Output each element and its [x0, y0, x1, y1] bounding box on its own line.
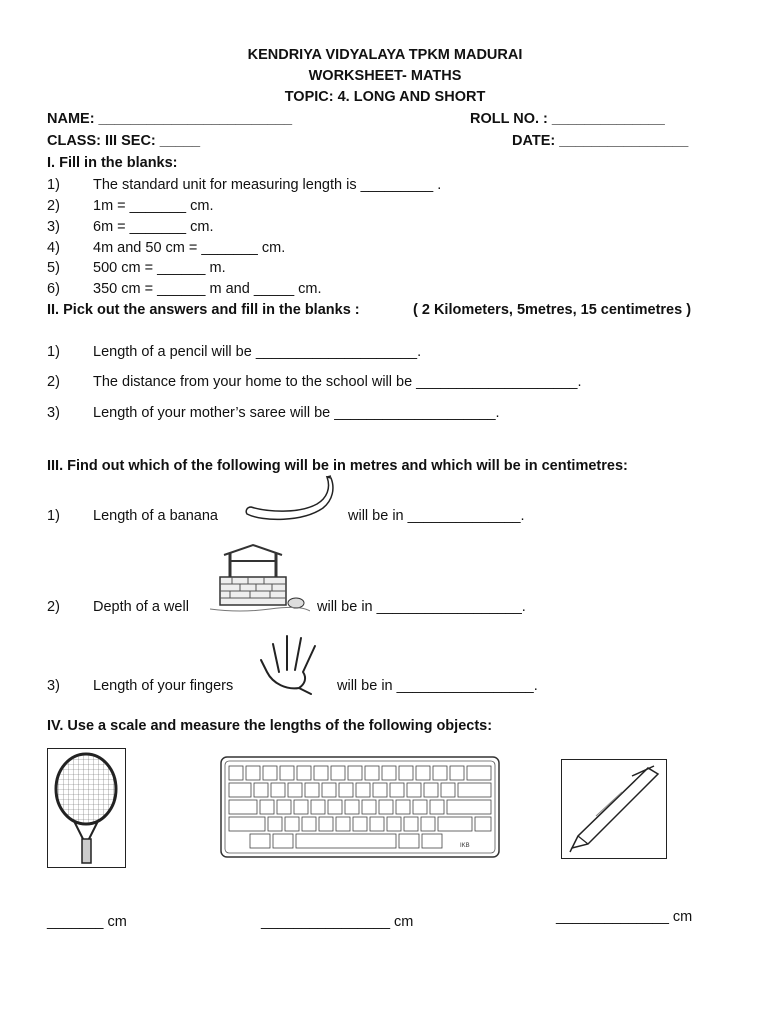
q1-1-text[interactable]: The standard unit for measuring length is _________ . — [93, 177, 442, 193]
q3-3-number: 3) — [47, 678, 60, 694]
pen-answer[interactable]: ______________ cm — [556, 909, 693, 925]
q3-1-answer[interactable]: will be in ______________. — [348, 508, 525, 524]
q2-1-text[interactable]: Length of a pencil will be ____________________. — [93, 344, 422, 360]
q2-3-number: 3) — [47, 405, 60, 421]
section-4-title: IV. Use a scale and measure the lengths of the following objects: — [47, 718, 493, 734]
q3-3-text: Length of your fingers — [93, 678, 234, 694]
q1-4-text[interactable]: 4m and 50 cm = _______ cm. — [93, 240, 286, 256]
q1-2-number: 2) — [47, 198, 60, 214]
q3-2-number: 2) — [47, 599, 60, 615]
keyboard-brand-logo: IKB — [460, 843, 470, 849]
q2-2-text[interactable]: The distance from your home to the school will be ____________________. — [93, 374, 582, 390]
q1-3-text[interactable]: 6m = _______ cm. — [93, 219, 214, 235]
roll-number-field[interactable]: ROLL NO. : ______________ — [470, 111, 665, 127]
worksheet-title: WORKSHEET- MATHS — [308, 68, 462, 84]
q1-6-number: 6) — [47, 281, 60, 297]
q3-3-answer[interactable]: will be in _________________. — [337, 678, 538, 694]
keyboard-answer[interactable]: ________________ cm — [261, 914, 414, 930]
q3-2-answer[interactable]: will be in __________________. — [317, 599, 526, 615]
section-3-title: III. Find out which of the following will be in metres and which will be in centimetres: — [47, 458, 628, 474]
banana-icon — [243, 474, 339, 524]
q1-5-number: 5) — [47, 260, 60, 276]
q1-2-text[interactable]: 1m = _______ cm. — [93, 198, 214, 214]
hand-icon — [259, 632, 325, 696]
q3-1-text: Length of a banana — [93, 508, 218, 524]
class-field[interactable]: CLASS: III SEC: _____ — [47, 133, 201, 149]
q2-3-text[interactable]: Length of your mother’s saree will be ____________________. — [93, 405, 500, 421]
name-field[interactable]: NAME: ________________________ — [47, 111, 293, 127]
q2-2-number: 2) — [47, 374, 60, 390]
q1-6-text[interactable]: 350 cm = ______ m and _____ cm. — [93, 281, 322, 297]
pen-frame — [561, 759, 667, 859]
date-field[interactable]: DATE: ________________ — [512, 133, 689, 149]
section-1-title: I. Fill in the blanks: — [47, 155, 178, 171]
section-2-title: II. Pick out the answers and fill in the blanks : — [47, 302, 360, 318]
q2-1-number: 1) — [47, 344, 60, 360]
topic-title: TOPIC: 4. LONG AND SHORT — [284, 89, 486, 105]
section-2-options: ( 2 Kilometers, 5metres, 15 centimetres ) — [413, 302, 692, 318]
well-icon — [210, 543, 310, 615]
keyboard-icon — [220, 756, 500, 858]
q1-1-number: 1) — [47, 177, 60, 193]
q1-4-number: 4) — [47, 240, 60, 256]
school-name: KENDRIYA VIDYALAYA TPKM MADURAI — [247, 47, 523, 63]
racket-answer[interactable]: _______ cm — [47, 914, 127, 930]
q1-3-number: 3) — [47, 219, 60, 235]
pen-icon — [562, 760, 666, 858]
q3-2-text: Depth of a well — [93, 599, 189, 615]
q3-1-number: 1) — [47, 508, 60, 524]
racket-frame — [47, 748, 126, 868]
tennis-racket-icon — [48, 749, 125, 867]
q1-5-text[interactable]: 500 cm = ______ m. — [93, 260, 226, 276]
